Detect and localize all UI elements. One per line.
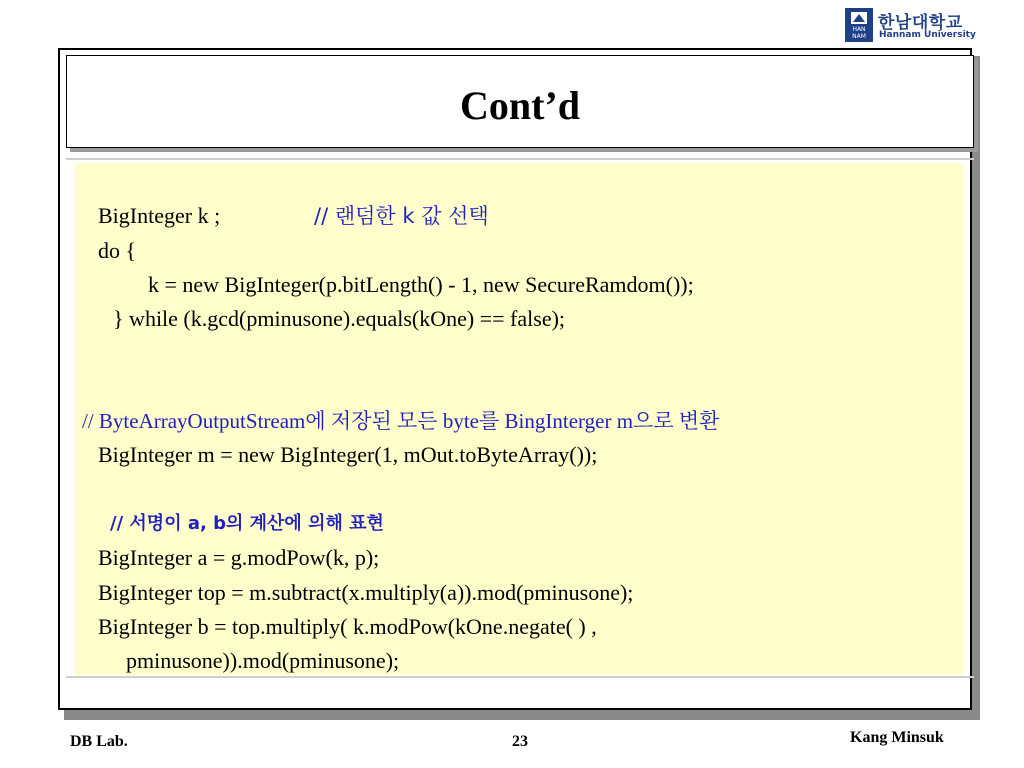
code-line: BigInteger m = new BigInteger(1, mOut.toByteArray());: [98, 442, 598, 467]
divider: [66, 158, 974, 160]
footer-left: DB Lab.: [70, 733, 128, 750]
divider: [66, 676, 974, 678]
code-line: k = new BigInteger(p.bitLength() - 1, new SecureRamdom());: [148, 272, 694, 297]
code-line: BigInteger b = top.multiply( k.modPow(kOne.negate( ) ,: [98, 614, 597, 639]
footer-author: Kang Minsuk: [850, 729, 944, 746]
logo-english-name: Hannam University: [879, 30, 976, 40]
code-line: BigInteger k ;: [98, 203, 221, 228]
code-comment: // ByteArrayOutputStream에 저장된 모든 byte를 BingInterger m으로 변환: [82, 409, 720, 433]
code-line: pminusone)).mod(pminusone);: [126, 648, 400, 673]
code-comment: // 서명이 a, b의 계산에 의해 표현: [110, 513, 384, 534]
slide-title: Cont’d: [459, 83, 581, 128]
code-line: } while (k.gcd(pminusone).equals(kOne) == false);: [113, 306, 566, 331]
logo-korean-name: 한남대학교: [878, 13, 963, 33]
code-comment: // 랜덤한 k 값 선택: [314, 204, 489, 228]
code-line: do {: [98, 238, 137, 263]
logo-emblem-icon: HAN NAM: [845, 8, 873, 42]
university-logo: [845, 8, 980, 44]
code-line: BigInteger top = m.subtract(x.multiply(a)).mod(pminusone);: [98, 580, 634, 605]
code-line: BigInteger a = g.modPow(k, p);: [98, 545, 380, 570]
title-box: [66, 55, 974, 148]
page-number: 23: [512, 733, 528, 750]
